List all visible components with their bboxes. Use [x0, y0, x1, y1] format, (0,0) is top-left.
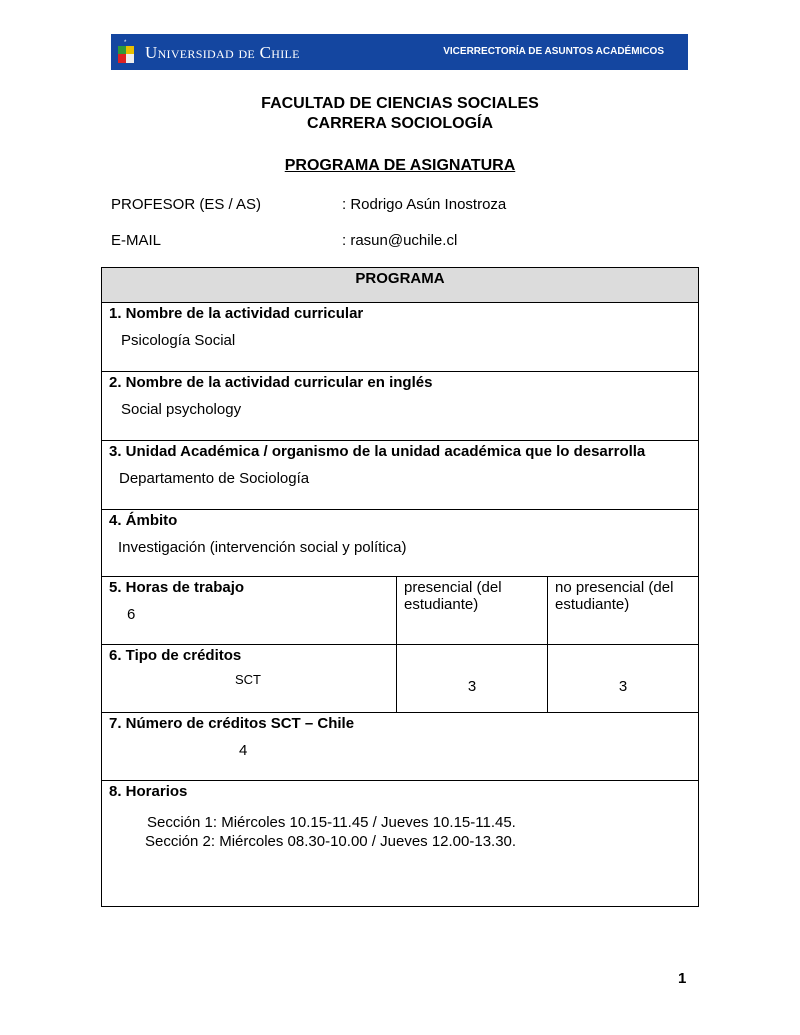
unit-name: VICERRECTORÍA DE ASUNTOS ACADÉMICOS — [443, 46, 664, 57]
row-label: 3. Unidad Académica / organismo de la unidad académica que lo desarrolla — [109, 443, 646, 460]
schedule-section-1: Sección 1: Miércoles 10.15-11.45 / Jueves 10.15-11.45. — [147, 814, 516, 831]
table-row — [102, 781, 699, 907]
table-row — [102, 577, 397, 645]
page-number: 1 — [678, 970, 687, 987]
no-presencial-credits: 3 — [548, 645, 699, 713]
row-label: 7. Número de créditos SCT – Chile — [109, 715, 355, 732]
table-row — [102, 372, 699, 441]
email-value: : rasun@uchile.cl — [342, 232, 458, 249]
row-label: 8. Horarios — [109, 783, 188, 800]
row-label: 4. Ámbito — [109, 512, 178, 529]
row-value: Departamento de Sociología — [119, 470, 310, 487]
row-value: 6 — [127, 606, 136, 623]
row-value: Psicología Social — [121, 332, 236, 349]
row-label: 5. Horas de trabajo — [109, 579, 245, 596]
table-row — [102, 645, 397, 713]
email-label: E-MAIL — [111, 232, 162, 249]
table-row — [102, 303, 699, 372]
table-row — [102, 713, 699, 781]
table-row — [102, 510, 699, 577]
career-heading: CARRERA SOCIOLOGÍA — [306, 115, 494, 132]
row-value: Social psychology — [121, 401, 242, 418]
row-label: 1. Nombre de la actividad curricular — [109, 305, 364, 322]
schedule-section-2: Sección 2: Miércoles 08.30-10.00 / Jueves 12.00-13.30. — [145, 833, 517, 850]
professor-label: PROFESOR (ES / AS) — [111, 196, 262, 213]
row-value: 4 — [239, 742, 248, 759]
no-presencial-header: no presencial (del estudiante) — [548, 577, 699, 645]
svg-text:*: * — [124, 40, 127, 46]
faculty-heading: FACULTAD DE CIENCIAS SOCIALES — [261, 95, 539, 112]
program-table — [101, 267, 699, 907]
professor-value: : Rodrigo Asún Inostroza — [342, 196, 507, 213]
row-value: SCT — [235, 672, 261, 687]
university-crest-icon — [117, 38, 135, 66]
row-label: 6. Tipo de créditos — [109, 647, 242, 664]
table-header: PROGRAMA — [102, 268, 699, 303]
table-row — [102, 441, 699, 510]
row-label: 2. Nombre de la actividad curricular en inglés — [109, 374, 433, 391]
row-value: Investigación (intervención social y política) — [118, 539, 407, 556]
university-banner — [111, 34, 688, 70]
presencial-credits: 3 — [397, 645, 548, 713]
presencial-header: presencial (del estudiante) — [397, 577, 548, 645]
university-name: Universidad de Chile — [145, 43, 300, 62]
page-title: PROGRAMA DE ASIGNATURA — [284, 157, 516, 174]
